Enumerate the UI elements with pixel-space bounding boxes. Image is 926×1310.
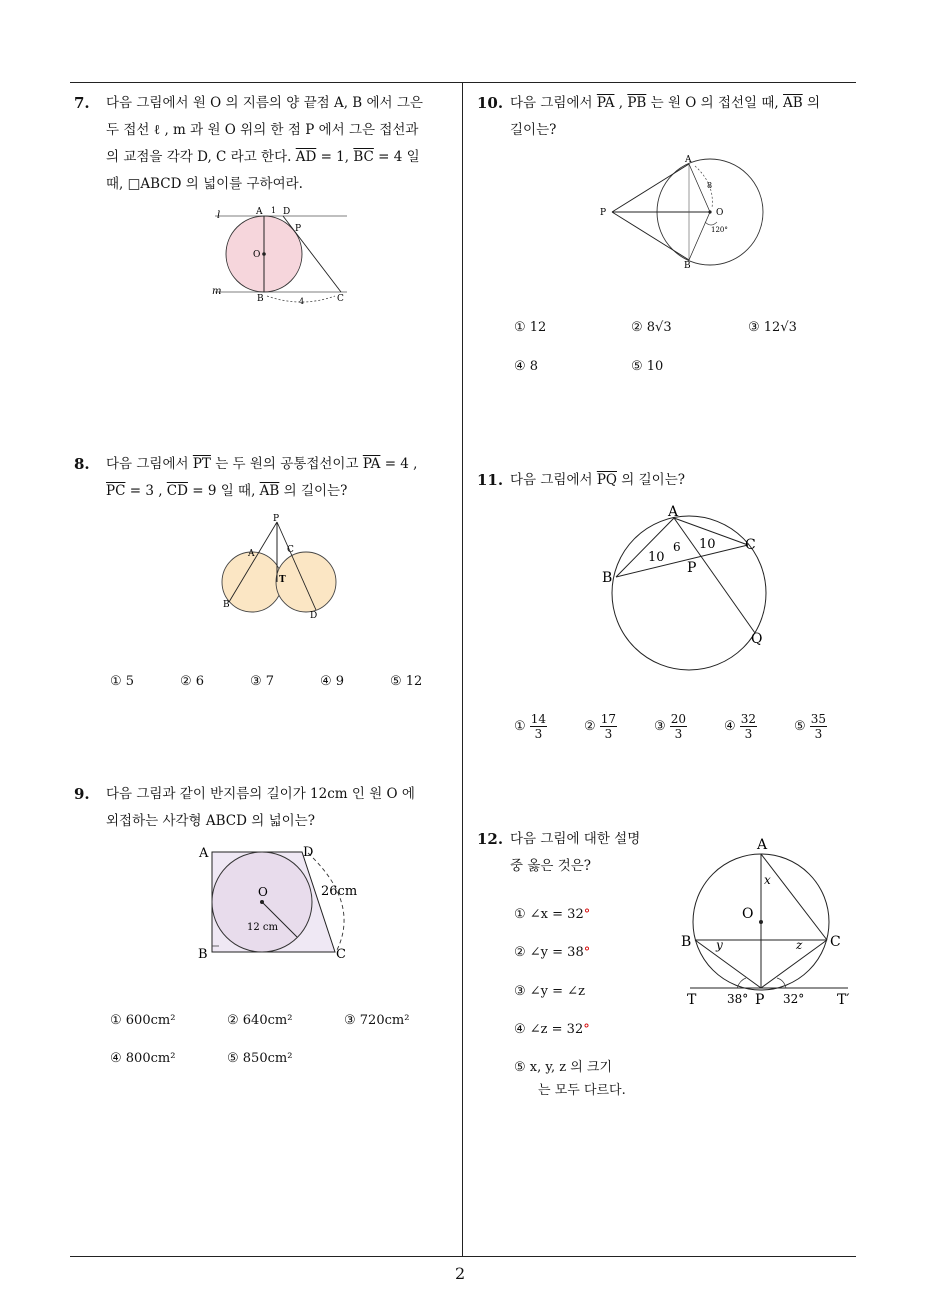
degree-mark: ° — [583, 1022, 590, 1037]
label-d: D — [303, 845, 314, 860]
option-text: 는 모두 다르다. — [538, 1083, 626, 1098]
option-3[interactable] — [654, 712, 687, 741]
option-text: ③ ∠y = ∠z — [514, 984, 585, 999]
numerator: 35 — [810, 712, 827, 726]
label-8: 8 — [707, 181, 713, 190]
option-4[interactable] — [724, 712, 757, 741]
label-m: m — [212, 286, 222, 297]
segment-pa: $\overline{PA}$ — [362, 456, 381, 472]
line — [106, 451, 458, 478]
page-number: 2 — [455, 1264, 466, 1283]
option-3[interactable] — [514, 982, 585, 1002]
option-1[interactable]: ① 5 — [110, 674, 135, 689]
option-2[interactable] — [514, 943, 590, 963]
option-1[interactable]: ① 12 — [514, 320, 547, 335]
text: = 4 일 — [373, 149, 420, 165]
label-4: 4 — [299, 297, 305, 306]
option-3[interactable]: ③ 12√3 — [748, 320, 797, 335]
text: 다음 그림에서 — [510, 95, 597, 111]
question-number: 8. — [74, 455, 90, 473]
label-p: P — [687, 560, 697, 576]
segment-pq: $\overline{PQ}$ — [596, 472, 617, 488]
numerator: 20 — [670, 712, 687, 726]
figure-q9 — [195, 840, 370, 965]
question-text — [106, 90, 458, 198]
label-y: y — [716, 938, 723, 952]
option-mark: ② — [584, 719, 596, 734]
label-q: Q — [751, 631, 763, 647]
label-o: O — [742, 906, 754, 922]
label-b: B — [223, 600, 230, 610]
label-b: B — [602, 570, 613, 586]
segment-ab: $\overline{AB}$ — [783, 95, 803, 111]
fraction — [740, 712, 757, 741]
label-b: B — [198, 947, 208, 962]
label-c: C — [830, 934, 841, 950]
question-number: 9. — [74, 785, 90, 803]
denominator: 3 — [744, 727, 753, 741]
segment-pc: $\overline{PC}$ — [106, 483, 126, 499]
line — [106, 478, 458, 505]
label-10-left: 10 — [648, 550, 665, 565]
column-divider — [462, 82, 463, 1257]
label-t: T — [687, 992, 697, 1008]
label-c: C — [287, 545, 294, 555]
label-c: C — [745, 537, 756, 553]
denominator: 3 — [604, 727, 613, 741]
option-mark: ④ — [724, 719, 736, 734]
text: 는 두 원의 공통접선이고 — [210, 456, 363, 472]
line — [510, 90, 860, 117]
degree-mark: ° — [583, 907, 591, 922]
text: = 4 , — [380, 456, 418, 472]
label-38: 38° — [727, 992, 749, 1006]
option-text: ② ∠y = 38 — [514, 945, 584, 960]
segment-pa: $\overline{PA}$ — [596, 95, 615, 111]
label-t-prime: T′ — [837, 992, 850, 1008]
fraction — [670, 712, 687, 741]
label-120: 120° — [711, 226, 728, 234]
label-1: 1 — [271, 206, 277, 215]
figure-q10 — [595, 150, 770, 275]
degree-mark: ° — [583, 945, 591, 960]
figure-q11 — [598, 505, 778, 675]
fraction — [530, 712, 547, 741]
option-5[interactable] — [514, 1058, 626, 1104]
label-32: 32° — [783, 992, 805, 1006]
question-text — [106, 781, 458, 835]
label-12cm: 12 cm — [247, 922, 278, 933]
option-mark: ③ — [654, 719, 666, 734]
label-6: 6 — [673, 540, 681, 554]
label-o: O — [253, 250, 261, 260]
question-number: 10. — [477, 94, 504, 112]
label-p: P — [600, 208, 607, 218]
label-b: B — [257, 294, 264, 304]
text: 의 — [802, 95, 821, 111]
label-d: D — [283, 207, 291, 217]
label-a: A — [199, 846, 209, 861]
question-number: 7. — [74, 94, 90, 112]
option-5[interactable]: ⑤ 10 — [631, 359, 664, 374]
question-number: 11. — [477, 471, 504, 489]
label-26cm: 26cm — [321, 884, 358, 899]
label-c: C — [336, 947, 346, 962]
text: 의 교점을 각각 D, C 라고 한다. — [106, 149, 296, 165]
option-2[interactable] — [584, 712, 617, 741]
line: 두 접선 ℓ , m 과 원 O 위의 한 점 P 에서 그은 접선과 — [106, 122, 419, 138]
option-text: ① ∠x = 32 — [514, 907, 584, 922]
label-a: A — [248, 549, 255, 559]
line — [106, 144, 458, 171]
text: 다음 그림에서 — [106, 456, 193, 472]
option-4[interactable] — [514, 1020, 590, 1040]
top-rule — [70, 82, 856, 83]
segment-bc: $\overline{BC}$ — [353, 149, 374, 165]
label-b: B — [684, 261, 691, 271]
label-z: z — [796, 938, 803, 952]
option-4[interactable]: ④ 8 — [514, 359, 539, 374]
denominator: 3 — [814, 727, 823, 741]
label-t: T — [279, 575, 286, 585]
line: 다음 그림에 대한 설명 — [510, 831, 641, 847]
option-3[interactable]: ③ 720cm² — [344, 1013, 410, 1028]
denominator: 3 — [534, 727, 543, 741]
line: 때, □ABCD 의 넓이를 구하여라. — [106, 176, 303, 192]
label-p: P — [755, 992, 765, 1008]
numerator: 17 — [600, 712, 617, 726]
option-1[interactable]: ① 600cm² — [110, 1013, 176, 1028]
line: 외접하는 사각형 ABCD 의 넓이는? — [106, 813, 315, 829]
option-2[interactable]: ② 8√3 — [631, 320, 672, 335]
label-d: D — [310, 611, 318, 621]
option-5[interactable]: ⑤ 850cm² — [227, 1051, 293, 1066]
line: 다음 그림과 같이 반지름의 길이가 12cm 인 원 O 에 — [106, 786, 415, 802]
option-mark: ① — [514, 719, 526, 734]
label-c: C — [337, 294, 344, 304]
label-a: A — [685, 155, 692, 165]
line: 길이는? — [510, 122, 557, 138]
text: = 9 일 때, — [187, 483, 260, 499]
option-4[interactable]: ④ 800cm² — [110, 1051, 176, 1066]
text: = 1, — [316, 149, 354, 165]
label-p: P — [273, 514, 280, 524]
denominator: 3 — [674, 727, 683, 741]
question-number: 12. — [477, 830, 504, 848]
text: 다음 그림에서 — [510, 472, 597, 488]
question-text — [510, 826, 680, 880]
option-4[interactable]: ④ 9 — [320, 674, 345, 689]
line: 중 옳은 것은? — [510, 858, 592, 874]
numerator: 32 — [740, 712, 757, 726]
label-x: x — [764, 873, 771, 887]
option-2[interactable]: ② 640cm² — [227, 1013, 293, 1028]
label-a: A — [757, 837, 768, 853]
label-o: O — [716, 208, 724, 218]
option-5[interactable]: ⑤ 12 — [390, 674, 423, 689]
line: 다음 그림에서 원 O 의 지름의 양 끝점 A, B 에서 그은 — [106, 95, 423, 111]
option-3[interactable]: ③ 7 — [250, 674, 275, 689]
numerator: 14 — [530, 712, 547, 726]
text: , — [614, 95, 628, 111]
fraction — [810, 712, 827, 741]
label-10-right: 10 — [699, 537, 716, 552]
option-2[interactable]: ② 6 — [180, 674, 205, 689]
label-b: B — [681, 934, 692, 950]
bottom-rule — [70, 1256, 856, 1257]
text: 의 길이는? — [279, 483, 348, 499]
segment-cd: $\overline{CD}$ — [166, 483, 188, 499]
text: 의 길이는? — [617, 472, 685, 488]
label-o: O — [258, 885, 268, 899]
question-text — [510, 90, 860, 144]
segment-ab: $\overline{AB}$ — [259, 483, 280, 499]
segment-pb: $\overline{PB}$ — [627, 95, 647, 111]
label-l: l — [217, 210, 221, 221]
question-text — [106, 451, 458, 505]
segment-pt: $\overline{PT}$ — [192, 456, 211, 472]
label-a: A — [668, 505, 679, 520]
option-5[interactable] — [794, 712, 827, 741]
figure-q7 — [205, 200, 355, 310]
line — [510, 467, 860, 494]
option-text: ④ ∠z = 32 — [514, 1022, 584, 1037]
fraction — [600, 712, 617, 741]
text: = 3 , — [125, 483, 167, 499]
question-text — [510, 467, 860, 494]
option-text: ⑤ x, y, z 의 크기 — [514, 1060, 613, 1075]
option-mark: ⑤ — [794, 719, 806, 734]
option-1[interactable] — [514, 712, 547, 741]
option-1[interactable] — [514, 905, 590, 925]
figure-q12 — [680, 832, 860, 1014]
segment-ad: $\overline{AD}$ — [295, 149, 317, 165]
figure-q8 — [215, 512, 345, 624]
label-p: P — [295, 224, 302, 234]
label-a: A — [256, 207, 263, 217]
text: 는 원 O 의 접선일 때, — [646, 95, 784, 111]
